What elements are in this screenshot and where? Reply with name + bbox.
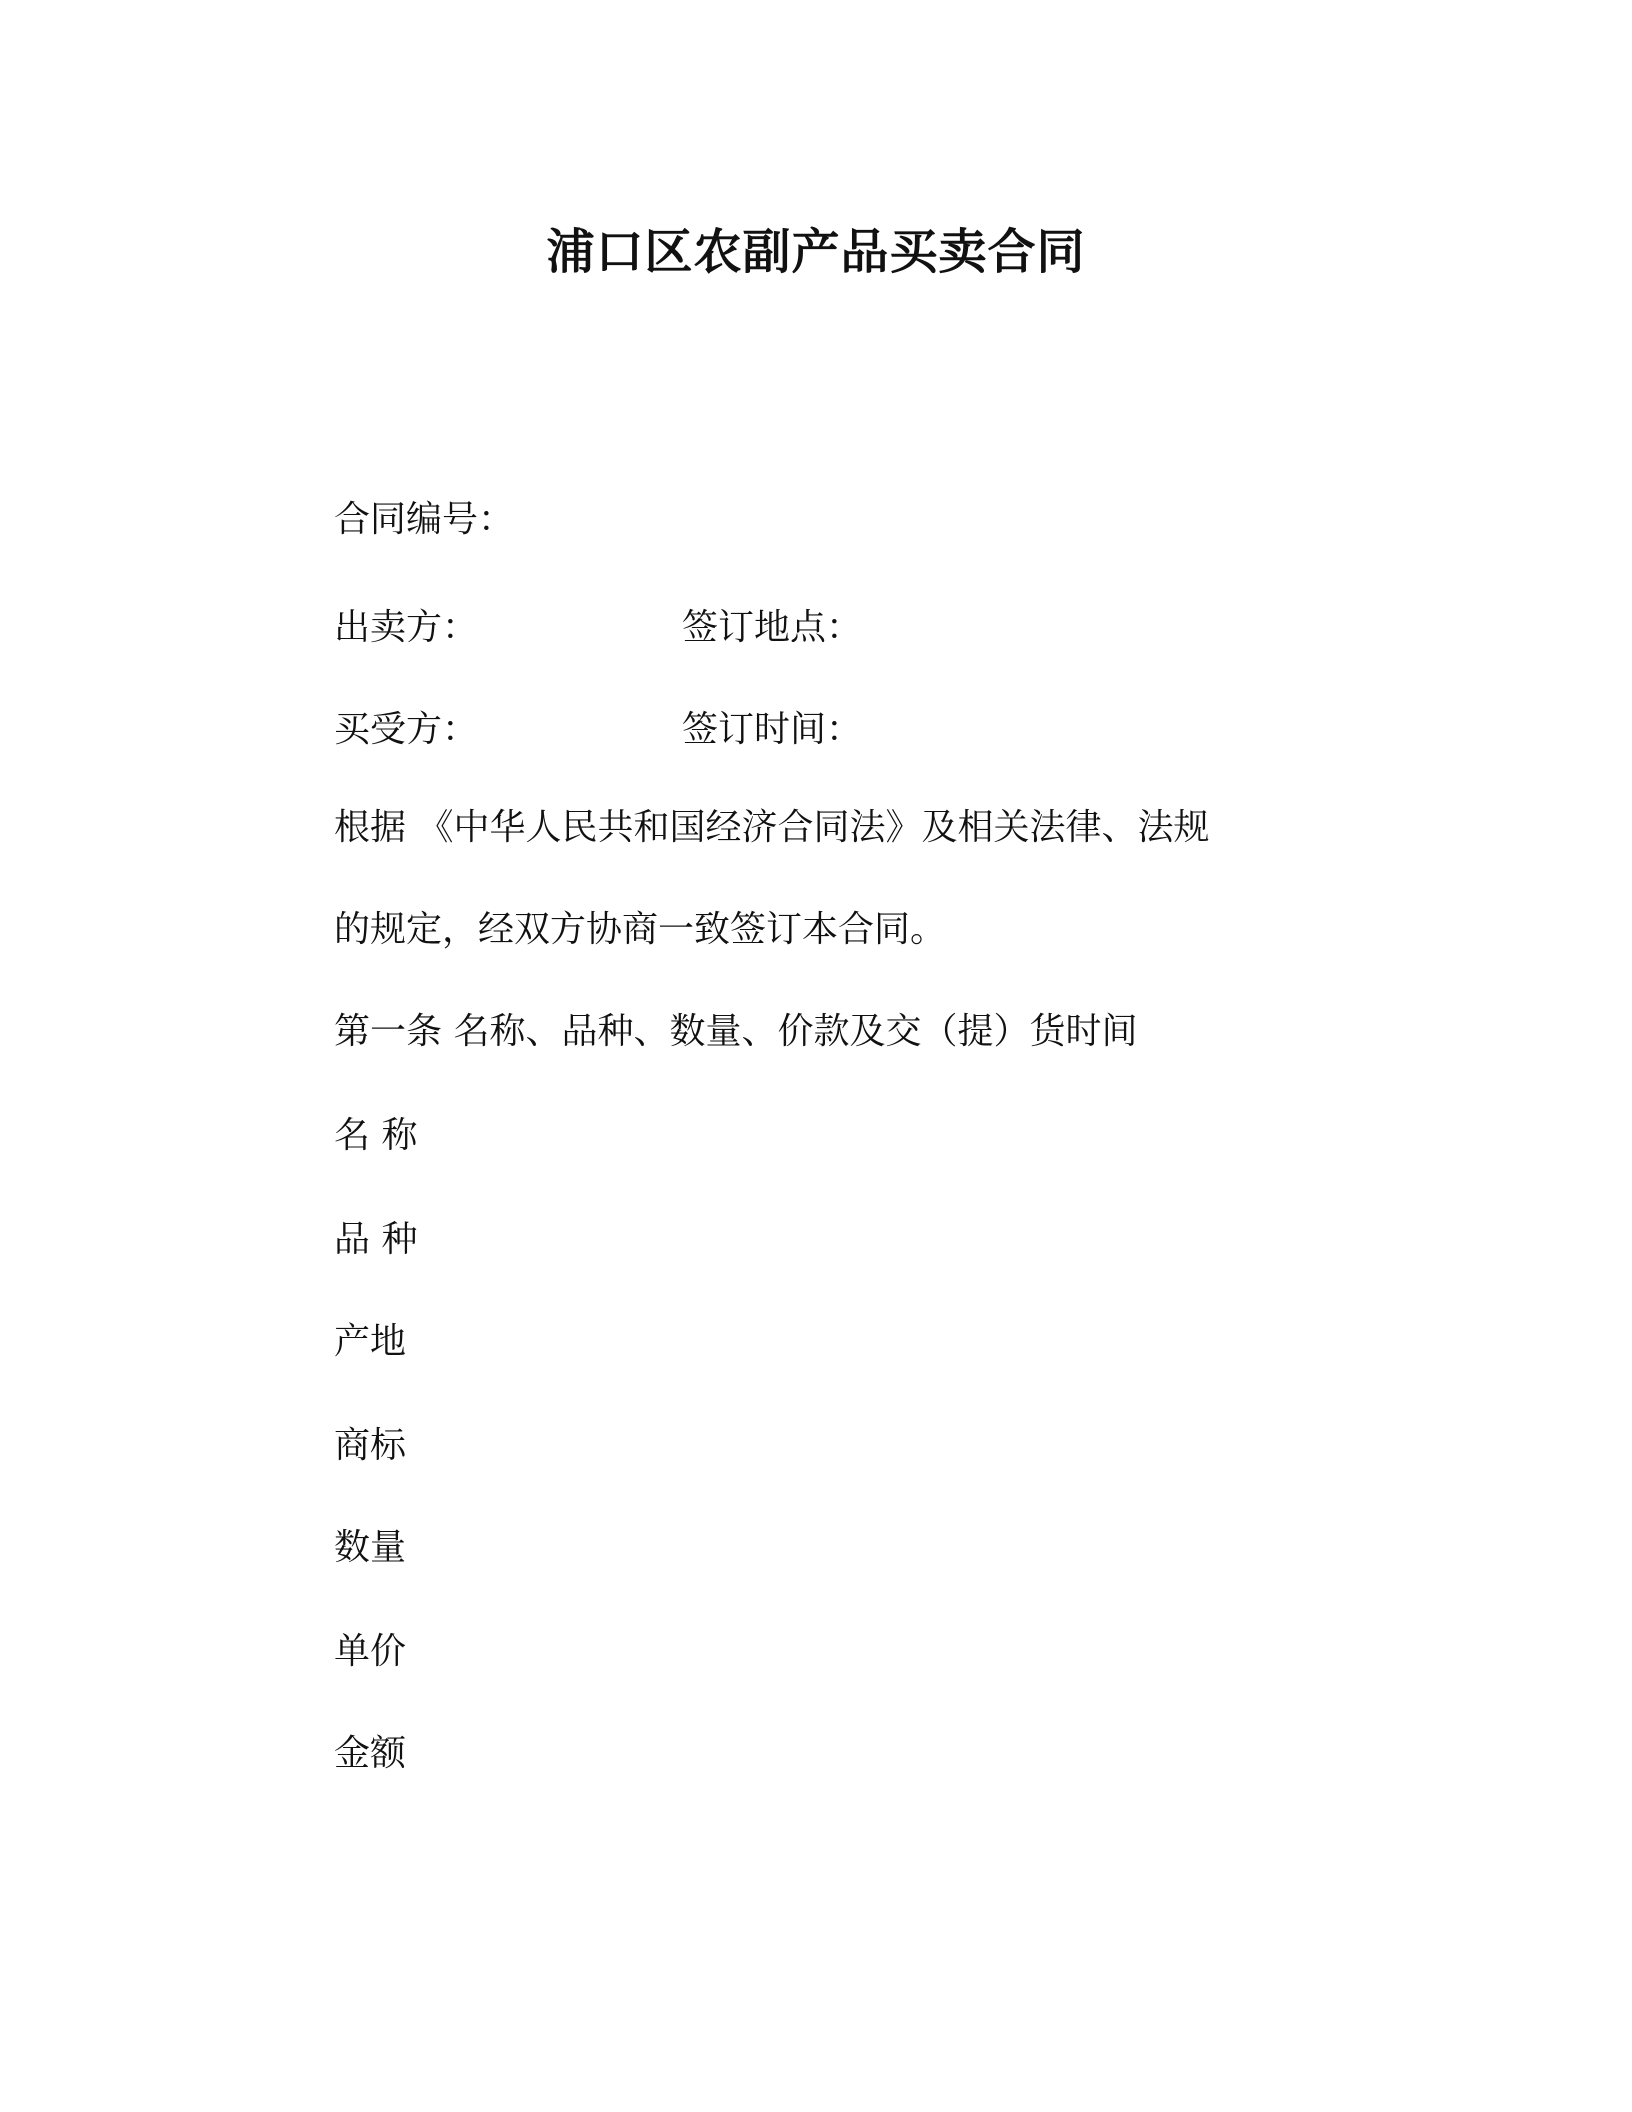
field-amount: 金额: [334, 1733, 407, 1774]
sign-place-label: 签订地点：: [682, 607, 863, 648]
field-trademark: 商标: [334, 1425, 407, 1466]
field-name: 名 称: [334, 1115, 418, 1156]
field-quantity: 数量: [334, 1527, 407, 1568]
field-variety: 品 种: [334, 1219, 418, 1260]
article-1-heading: 第一条 名称、品种、数量、价款及交（提）货时间: [334, 1011, 1138, 1052]
field-unit-price: 单价: [334, 1631, 407, 1672]
preamble-line-1: 根据 《中华人民共和国经济合同法》及相关法律、法规: [334, 807, 1210, 848]
seller-label: 出卖方：: [334, 607, 479, 648]
preamble-line-2: 的规定，经双方协商一致签订本合同。: [334, 909, 947, 950]
document-title: 浦口区农副产品买卖合同: [546, 224, 1086, 280]
sign-time-label: 签订时间：: [682, 709, 863, 750]
buyer-label: 买受方：: [334, 709, 479, 750]
contract-number-label: 合同编号：: [334, 499, 515, 540]
field-origin: 产地: [334, 1321, 407, 1362]
